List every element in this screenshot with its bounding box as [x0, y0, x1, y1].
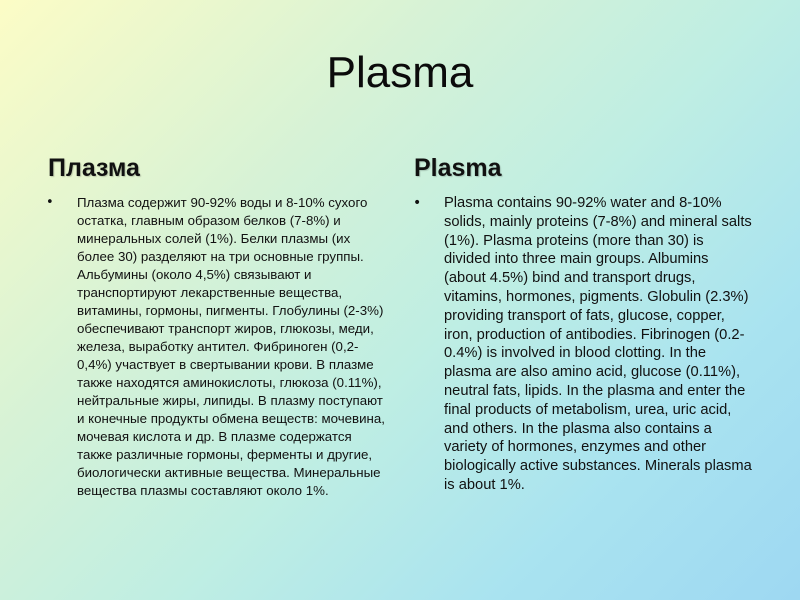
right-column-text: Plasma contains 90-92% water and 8-10% solids, mainly proteins (7-8%) and mineral salts (1%). Plasma proteins (more than 30) is divided into three main groups. Albumins (about 4.5%) bind and transport drugs, vitamins, hormones, pigments. Globulin (2.3%) providing transport of fats, glucose, copper, iron, production of antibodies. Fibrinogen (0.2-0.4%) is involved in blood clotting. In the plasma are also amino acid, glucose (0.11%), neutral fats, lipids. In the plasma and enter the final products of metabolism, urea, uric acid, and others. In the plasma also contains a variety of hormones, enzymes and other biologically active substances. Minerals plasma is about 1%. [444, 195, 752, 493]
slide-title: Plasma [326, 48, 474, 97]
left-column-heading: Плазма [48, 154, 140, 182]
left-column-text: Плазма содержит 90-92% воды и 8-10% сухого остатка, главным образом белков (7-8%) и минеральных солей (1%). Белки плазмы (их более 30) разделяют на три основные группы. Альбумины (около 4,5%) связывают и транспортируют лекарственные вещества, витамины, гормоны, пигменты. Глобулины (2-3%) обеспечивают транспорт жиров, глюкозы, меди, железа, выработку антител. Фибриноген (0,2-0,4%) участвует в свертывании крови. В плазме также находятся аминокислоты, глюкоза (0.11%), нейтральные жиры, липиды. В плазму поступают и конечные продукты обмена веществ: мочевина, мочевая кислота и др. В плазме содержатся также различные гормоны, ферменты и другие, биологически активные вещества. Минеральные вещества плазмы составляют около 1%. [77, 195, 385, 498]
right-bullet-icon: • [413, 195, 422, 211]
left-bullet-icon: • [46, 195, 54, 210]
right-column-heading: Plasma [414, 154, 502, 182]
